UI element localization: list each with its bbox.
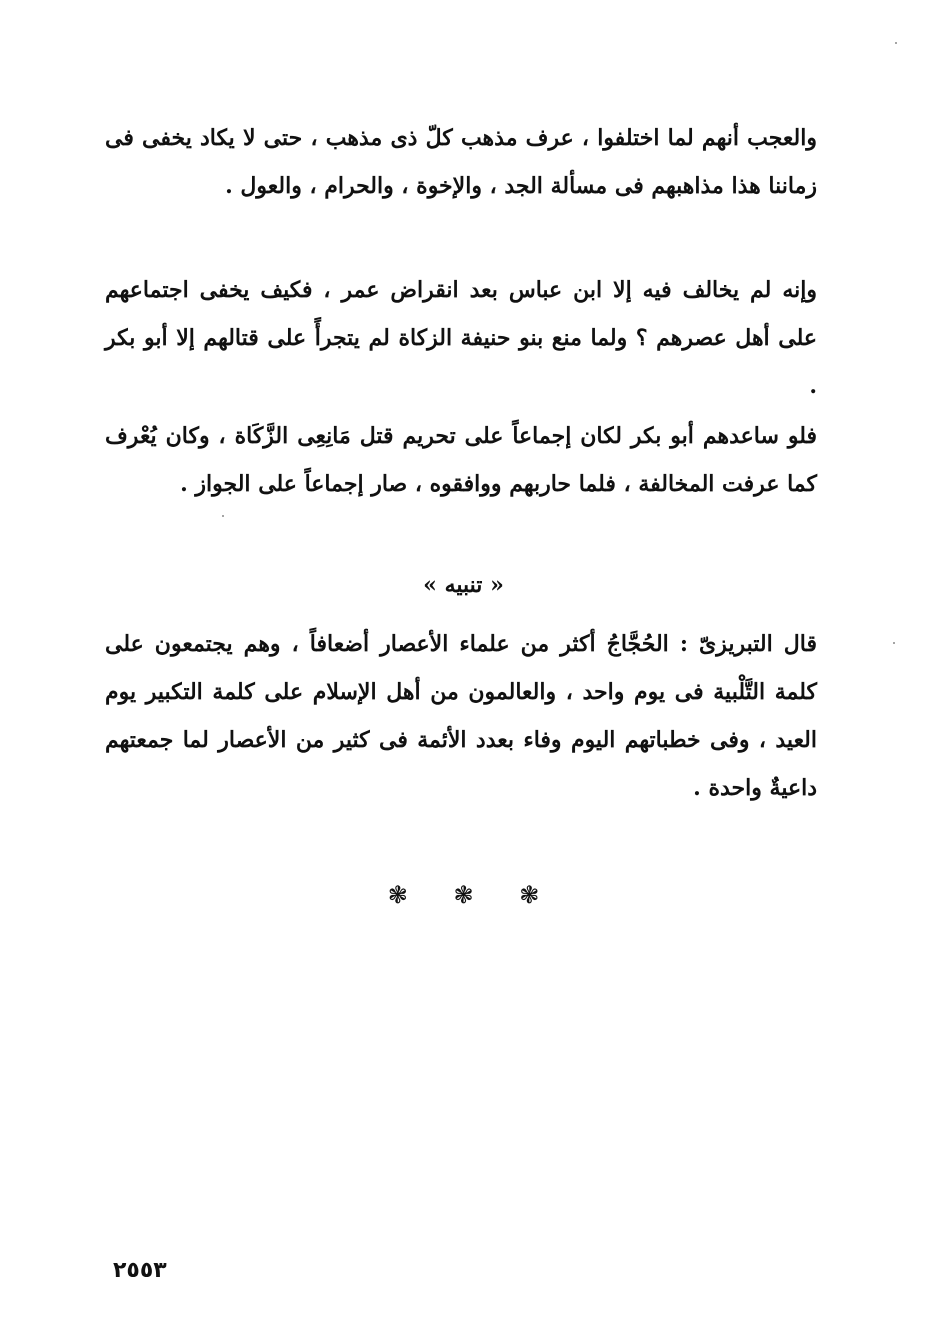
paragraph-1: والعجب أنهم لما اختلفوا ، عرف مذهب كلّ ذى مذهب ، حتى لا يكاد يخفى فى زماننا هذا مذاهبهم فى مسألة الجد ، والإخوة ، والحرام ، والعول .: [105, 125, 817, 199]
flower-ornament-icon: ❃: [453, 881, 474, 909]
scan-speck: [222, 515, 224, 517]
flower-ornament-icon: ❃: [387, 881, 408, 909]
scan-speck: [895, 42, 897, 44]
paragraph-3: فلو ساعدهم أبو بكر لكان إجماعاً على تحريم قتل مَانِعِى الزَّكَاة ، وكان يُعْرف كما عرفت المخالفة ، فلما حاربهم ووافقوه ، صار إجماعاً على الجواز .: [105, 423, 817, 497]
scan-speck: [893, 642, 895, 644]
ornament-divider: [0, 875, 927, 915]
page-number: ٢٥٥٣: [113, 1258, 167, 1283]
section-heading: « تنبيه »: [423, 572, 504, 598]
paragraph-2: وإنه لم يخالف فيه إلا ابن عباس بعد انقراض عمر ، فكيف يخفى اجتماعهم على أهل عصرهم ؟ ولما منع بنو حنيفة الزكاة لم يتجرأً على قتالهم إلا أبو بكر .: [105, 277, 817, 399]
flower-ornament-icon: ❃: [519, 881, 540, 909]
note-paragraph: قال التبريزىّ : الحُجَّاجُ أكثر من علماء الأعصار أضعافاً ، وهم يجتمعون على كلمة التَّلْبية فى يوم واحد ، والعالمون من أهل الإسلام على كلمة التكبير يوم العيد ، وفى خطباتهم اليوم وفاء بعدد الأئمة فى كثير من الأعصار لما جمعتهم داعيةٌ واحدة .: [105, 631, 817, 801]
